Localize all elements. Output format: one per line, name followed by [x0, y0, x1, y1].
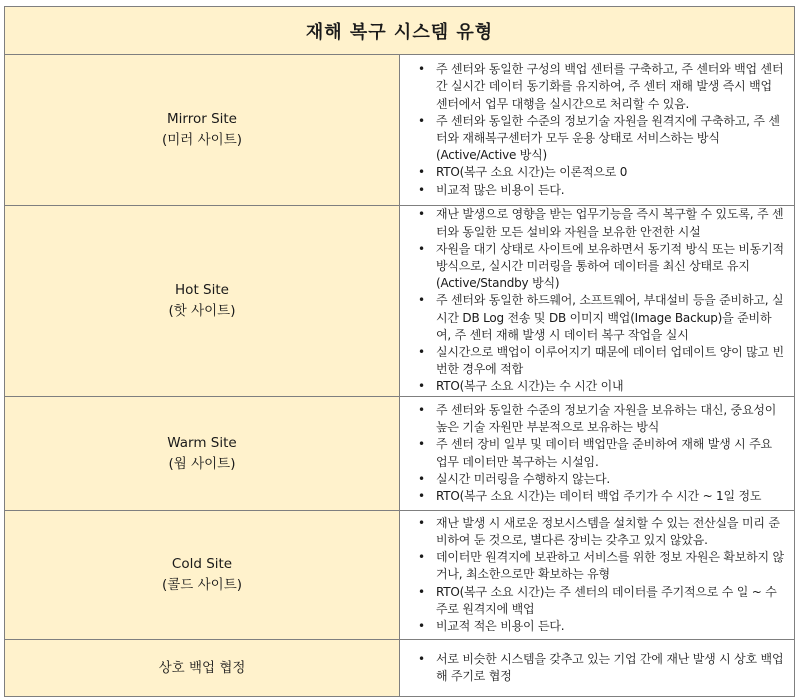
list-item: • 주 센터 장비 일부 및 데이터 백업만을 준비하여 재해 발생 시 주요 업무 데이터만 복구하는 시설임. [418, 437, 772, 469]
list-item: • 비교적 적은 비용이 든다. [412, 618, 786, 635]
bullet-icon: • [418, 515, 425, 530]
bullet-icon: • [418, 488, 425, 503]
list-item: • 자원을 대기 상태로 사이트에 보유하면서 동기적 방식 또는 비동기적 방식으로, 실시간 미러링을 통하여 데이터를 최신 상태로 유지(Active/Standby 방식) [418, 241, 784, 291]
site-type-name-line1: 상호 백업 협정 [158, 659, 246, 676]
site-type-name-line1: Warm Site [167, 434, 237, 451]
site-type-name-line2: (웜 사이트) [168, 455, 236, 472]
bullet-icon: • [418, 471, 425, 486]
list-item: • RTO(복구 소요 시간)는 이론적으로 0 [412, 164, 786, 181]
document [4, 6, 795, 697]
site-type-name [5, 397, 400, 511]
table-row-cold-site [5, 511, 795, 640]
bullet-icon: • [418, 651, 425, 666]
table-row-warm-site [5, 397, 795, 511]
description-list [412, 651, 786, 685]
bullet-icon: • [418, 550, 425, 565]
bullet-icon: • [418, 584, 425, 599]
list-item: • 서로 비슷한 시스템을 갖추고 있는 기업 간에 재난 발생 시 상호 백업해 주기로 협정 [418, 651, 784, 683]
site-type-name-line1: Mirror Site [167, 111, 237, 127]
list-item: • 비교적 많은 비용이 든다. [412, 182, 786, 199]
list-item: • 재난 발생 시 새로운 정보시스템을 설치할 수 있는 전산실을 미리 준비하여 둔 것으로, 별다른 장비는 갖추고 있지 않았음. [418, 515, 780, 547]
site-type-name [5, 55, 400, 206]
table-title: 재해 복구 시스템 유형 [5, 7, 795, 55]
site-type-name [5, 640, 400, 697]
disaster-recovery-table [4, 6, 795, 697]
description-list [412, 515, 786, 635]
site-type-name-line1: Hot Site [175, 282, 229, 298]
bullet-icon: • [418, 619, 425, 633]
description-list [412, 402, 786, 505]
site-type-description [400, 206, 795, 397]
site-type-name-line2: (핫 사이트) [168, 303, 236, 319]
site-type-name [5, 511, 400, 640]
description-list [412, 61, 786, 199]
list-item: • RTO(복구 소요 시간)는 데이터 백업 주기가 수 시간 ~ 1일 정도 [412, 488, 786, 505]
bullet-icon: • [418, 379, 425, 394]
list-item: • 주 센터와 동일한 구성의 백업 센터를 구축하고, 주 센터와 백업 센터 간 실시간 데이터 동기화를 유지하여, 주 센터 재해 발생 즉시 백업 센터에서 업무 대행을 실시간으로 처리할 수 있음. [418, 62, 784, 111]
bullet-icon: • [418, 62, 425, 77]
list-item: • 주 센터와 동일한 하드웨어, 소프트웨어, 부대설비 등을 준비하고, 실시간 DB Log 전송 및 DB 이미지 백업(Image Backup)을 준비하여, 주 센터 재해 발생 시 데이터 복구 작업을 실시 [418, 293, 784, 342]
list-item: • 데이터만 원격지에 보관하고 서비스를 위한 정보 자원은 확보하지 않거나, 최소한으로만 확보하는 유형 [418, 550, 784, 582]
bullet-icon: • [418, 437, 425, 452]
site-type-description [400, 397, 795, 511]
bullet-icon: • [418, 402, 425, 417]
list-item: • 실시간 미러링을 수행하지 않는다. [412, 471, 786, 488]
bullet-icon: • [418, 207, 425, 222]
title-row [5, 7, 795, 55]
site-type-name [5, 206, 400, 397]
list-item: • 실시간으로 백업이 이루어지기 때문에 데이터 업데이트 양이 많고 빈번한 경우에 적합 [418, 345, 784, 377]
list-item: • 주 센터와 동일한 수준의 정보기술 자원을 보유하는 대신, 중요성이 높은 기술 자원만 부분적으로 보유하는 방식 [418, 402, 777, 435]
list-item: • RTO(복구 소요 시간)는 수 시간 이내 [412, 378, 786, 395]
site-type-name-line1: Cold Site [171, 556, 233, 572]
table-row-mutual-backup [5, 640, 795, 697]
site-type-name-line2: (미러 사이트) [161, 132, 243, 148]
bullet-icon: • [418, 113, 425, 128]
site-type-description [400, 640, 795, 697]
bullet-icon: • [418, 241, 425, 256]
site-type-description [400, 55, 795, 206]
list-item: • RTO(복구 소요 시간)는 주 센터의 데이터를 주기적으로 수 일 ~ 수 주로 원격지에 백업 [418, 584, 777, 616]
site-type-name-line2: (콜드 사이트) [161, 577, 243, 593]
bullet-icon: • [418, 345, 425, 359]
list-item: • 주 센터와 동일한 수준의 정보기술 자원을 원격지에 구축하고, 주 센터와 재해복구센터가 모두 운용 상태로 서비스하는 방식(Active/Active 방식) [418, 113, 780, 163]
site-type-description [400, 511, 795, 640]
bullet-icon: • [418, 182, 425, 197]
description-list [412, 206, 786, 395]
list-item: • 재난 발생으로 영향을 받는 업무기능을 즉시 복구할 수 있도록, 주 센터와 동일한 모든 설비와 자원을 보유한 안전한 시설 [418, 207, 784, 239]
bullet-icon: • [418, 165, 425, 180]
table-row-hot-site [5, 206, 795, 397]
bullet-icon: • [418, 293, 425, 308]
table-row-mirror-site [5, 55, 795, 206]
